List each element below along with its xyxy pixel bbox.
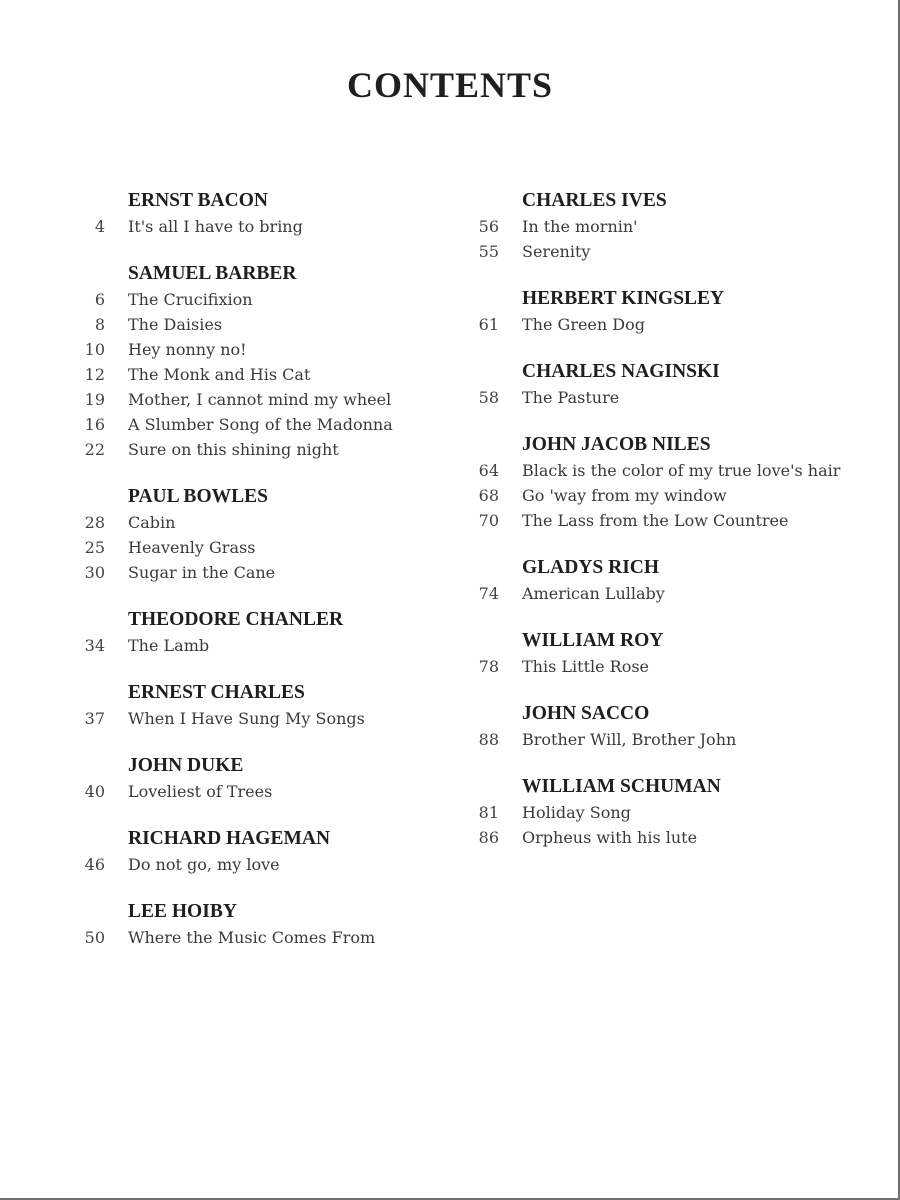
song-entry (70, 387, 450, 412)
song-entry (70, 337, 450, 362)
song-entry (70, 925, 450, 950)
song-title: Loveliest of Trees (128, 782, 273, 801)
song-title: Mother, I cannot mind my wheel (128, 390, 392, 409)
song-entry (464, 239, 884, 264)
song-page-number: 19 (84, 390, 105, 409)
composer-section (70, 188, 450, 239)
song-entry (70, 437, 450, 462)
composer-section (70, 680, 450, 731)
composer-section (464, 188, 884, 264)
composer-name: HERBERT KINGSLEY (522, 288, 725, 309)
song-page-number: 40 (84, 782, 105, 801)
song-entry (70, 535, 450, 560)
song-page-number: 25 (84, 538, 105, 557)
song-entry (464, 458, 884, 483)
song-title: Cabin (128, 513, 176, 532)
composer-name: JOHN DUKE (128, 755, 244, 776)
song-entry (70, 560, 450, 585)
song-title: The Lass from the Low Countree (522, 511, 789, 530)
song-page-number: 34 (84, 636, 105, 655)
song-entry (70, 633, 450, 658)
song-entry (464, 385, 884, 410)
song-title: Hey nonny no! (128, 340, 247, 359)
composer-section (70, 753, 450, 804)
song-entry (70, 706, 450, 731)
song-title: Where the Music Comes From (128, 928, 376, 947)
song-title: American Lullaby (522, 584, 665, 603)
song-entry (464, 508, 884, 533)
song-page-number: 86 (478, 828, 499, 847)
song-entry (464, 581, 884, 606)
composer-section (70, 607, 450, 658)
composer-section (70, 826, 450, 877)
song-title: The Green Dog (522, 315, 645, 334)
song-title: This Little Rose (522, 657, 650, 676)
composer-section (464, 359, 884, 410)
composer-section (464, 432, 884, 533)
song-entry (70, 287, 450, 312)
page-title: CONTENTS (346, 65, 554, 105)
composer-section (464, 628, 884, 679)
song-page-number: 16 (84, 415, 105, 434)
song-entry (70, 510, 450, 535)
composer-section (70, 261, 450, 462)
song-page-number: 81 (478, 803, 499, 822)
song-title: Brother Will, Brother John (522, 730, 737, 749)
song-page-number: 6 (94, 290, 105, 309)
composer-section (464, 774, 884, 850)
song-page-number: 8 (94, 315, 105, 334)
song-title: The Monk and His Cat (128, 365, 311, 384)
song-title: Holiday Song (522, 803, 631, 822)
song-title: When I Have Sung My Songs (128, 709, 365, 728)
song-title: Do not go, my love (128, 855, 280, 874)
song-page-number: 37 (84, 709, 105, 728)
song-page-number: 58 (478, 388, 499, 407)
song-title: Serenity (522, 242, 591, 261)
song-title: Sugar in the Cane (128, 563, 276, 582)
composer-section (464, 555, 884, 606)
composer-name: SAMUEL BARBER (128, 263, 297, 284)
song-entry (70, 362, 450, 387)
song-title: Sure on this shining night (128, 440, 339, 459)
song-entry (464, 483, 884, 508)
song-page-number: 30 (84, 563, 105, 582)
song-title: A Slumber Song of the Madonna (128, 415, 393, 434)
song-page-number: 4 (94, 217, 105, 236)
song-page-number: 61 (478, 315, 499, 334)
song-entry (70, 779, 450, 804)
composer-name: WILLIAM SCHUMAN (522, 776, 721, 797)
contents-column-right (464, 188, 884, 872)
song-page-number: 68 (478, 486, 499, 505)
song-page-number: 10 (84, 340, 105, 359)
song-entry (70, 214, 450, 239)
song-page-number: 12 (84, 365, 105, 384)
song-title: In the mornin' (522, 217, 638, 236)
composer-name: THEODORE CHANLER (128, 609, 344, 630)
song-title: Go 'way from my window (522, 486, 727, 505)
song-page-number: 28 (84, 513, 105, 532)
composer-name: ERNEST CHARLES (128, 682, 305, 703)
composer-name: RICHARD HAGEMAN (128, 828, 331, 849)
composer-name: WILLIAM ROY (522, 630, 664, 651)
song-entry (70, 852, 450, 877)
composer-section (464, 701, 884, 752)
song-page-number: 88 (478, 730, 499, 749)
composer-name: ERNST BACON (128, 190, 268, 211)
song-entry (70, 312, 450, 337)
song-entry (464, 800, 884, 825)
composer-name: JOHN SACCO (522, 703, 650, 724)
composer-name: PAUL BOWLES (128, 486, 268, 507)
song-page-number: 46 (84, 855, 105, 874)
song-title: Heavenly Grass (128, 538, 256, 557)
song-page-number: 64 (478, 461, 499, 480)
song-page-number: 50 (84, 928, 105, 947)
composer-name: LEE HOIBY (128, 901, 237, 922)
composer-section (464, 286, 884, 337)
song-entry (464, 214, 884, 239)
composer-name: CHARLES IVES (522, 190, 667, 211)
song-entry (464, 727, 884, 752)
composer-name: GLADYS RICH (522, 557, 660, 578)
song-page-number: 74 (478, 584, 499, 603)
song-title: The Lamb (128, 636, 210, 655)
song-entry (464, 654, 884, 679)
composer-section (70, 484, 450, 585)
song-entry (464, 312, 884, 337)
song-page-number: 70 (478, 511, 499, 530)
composer-section (70, 899, 450, 950)
song-title: It's all I have to bring (128, 217, 303, 236)
song-title: Orpheus with his lute (522, 828, 698, 847)
song-title: Black is the color of my true love's hair (522, 461, 841, 480)
song-page-number: 55 (478, 242, 499, 261)
composer-name: CHARLES NAGINSKI (522, 361, 720, 382)
song-entry (464, 825, 884, 850)
song-page-number: 78 (478, 657, 499, 676)
song-entry (70, 412, 450, 437)
song-page-number: 22 (84, 440, 105, 459)
song-title: The Daisies (128, 315, 223, 334)
song-title: The Crucifixion (128, 290, 253, 309)
composer-name: JOHN JACOB NILES (522, 434, 711, 455)
contents-column-left (70, 188, 450, 972)
song-page-number: 56 (478, 217, 499, 236)
song-title: The Pasture (522, 388, 620, 407)
